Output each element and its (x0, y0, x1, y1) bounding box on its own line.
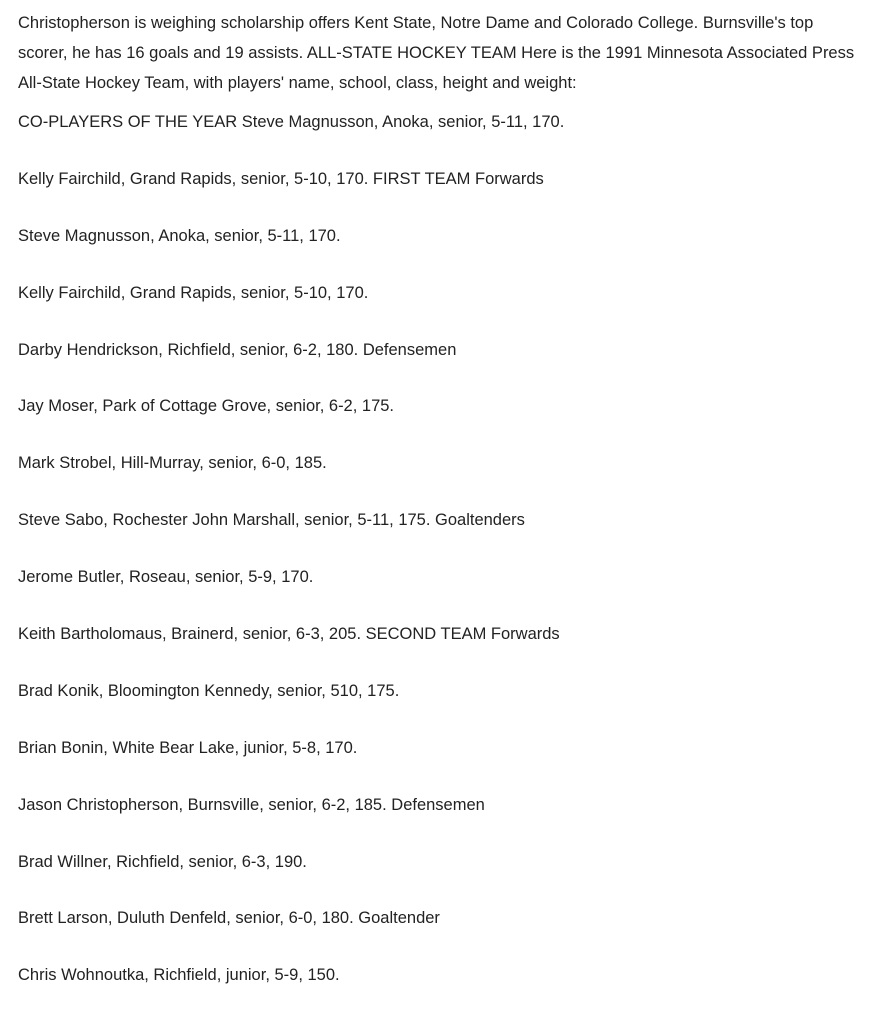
paragraph-player: Jay Moser, Park of Cottage Grove, senior, 6-2, 175. (18, 397, 395, 416)
paragraph-player: Brian Bonin, White Bear Lake, junior, 5-8, 170. (18, 738, 358, 757)
paragraph-first-team-forwards: Kelly Fairchild, Grand Rapids, senior, 5-10, 170. FIRST TEAM Forwards (18, 169, 544, 188)
paragraph-goaltender: Brett Larson, Duluth Denfeld, senior, 6-0, 180. Goaltender (18, 909, 440, 928)
paragraph-player: Steve Magnusson, Anoka, senior, 5-11, 170. (18, 226, 341, 245)
paragraph-second-team-forwards: Keith Bartholomaus, Brainerd, senior, 6-3, 205. SECOND TEAM Forwards (18, 625, 560, 644)
paragraph-player: Jerome Butler, Roseau, senior, 5-9, 170. (18, 568, 314, 587)
paragraph-player: Chris Wohnoutka, Richfield, junior, 5-9, 150. (18, 966, 340, 985)
paragraph-defensemen: Darby Hendrickson, Richfield, senior, 6-2, 180. Defensemen (18, 340, 457, 359)
paragraph-player: Kelly Fairchild, Grand Rapids, senior, 5-10, 170. (18, 283, 369, 302)
intro-paragraph: Christopherson is weighing scholarship offers Kent State, Notre Dame and Colorado College. Burnsville's top scorer, he has 16 goals and 19 assists. ALL-STATE HOCKEY TEAM Here is the 1991 Minnesota Associated Press All-State Hockey Team, with players' name, school, class, height and weight: (18, 14, 855, 92)
article-body (18, 8, 858, 1017)
paragraph-goaltenders: Steve Sabo, Rochester John Marshall, senior, 5-11, 175. Goaltenders (18, 511, 525, 530)
paragraph-player: Mark Strobel, Hill-Murray, senior, 6-0, 185. (18, 454, 327, 473)
paragraph-co-players-of-the-year: CO-PLAYERS OF THE YEAR Steve Magnusson, Anoka, senior, 5-11, 170. (18, 113, 565, 131)
paragraph-player: Brad Willner, Richfield, senior, 6-3, 190. (18, 852, 307, 871)
paragraph-player: Brad Konik, Bloomington Kennedy, senior, 510, 175. (18, 681, 400, 700)
paragraph-defensemen: Jason Christopherson, Burnsville, senior, 6-2, 185. Defensemen (18, 795, 485, 814)
